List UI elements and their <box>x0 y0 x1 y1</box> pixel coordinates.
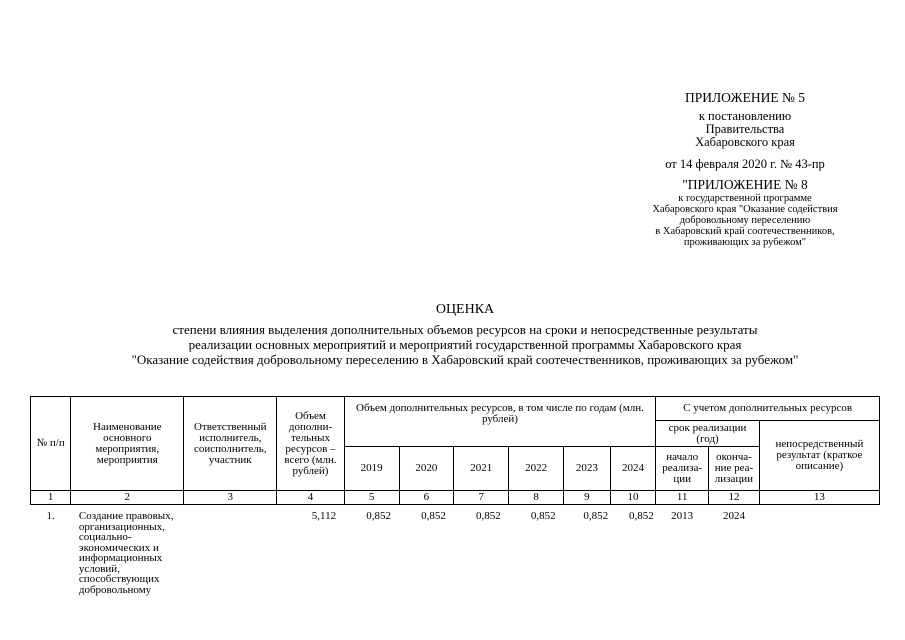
row-end: 2024 <box>722 510 745 522</box>
header-result: непосредственный результат (краткое описание) <box>759 421 879 491</box>
row-number: 1. <box>46 510 55 522</box>
previous-appendix-number: "ПРИЛОЖЕНИЕ № 8 <box>682 177 808 192</box>
appendix-date: от 14 февраля 2020 г. № 43-пр <box>665 157 825 171</box>
row-name: Создание правовых, организационных, социально-экономических и информационных условий, способствующих добровольному <box>78 510 174 596</box>
header-year-2019: 2019 <box>344 447 399 491</box>
heading-line-2: реализации основных мероприятий и мероприятий государственной программы Хабаровского края <box>188 337 742 352</box>
column-number: 7 <box>454 491 509 505</box>
header-year-2023: 2023 <box>564 447 611 491</box>
column-number: 6 <box>399 491 454 505</box>
table-row <box>31 505 880 597</box>
program-line-1: к государственной программе <box>678 193 812 204</box>
header-by-years: Объем дополнительных ресурсов, в том числе по годам (млн. рублей) <box>344 397 656 447</box>
header-year-2021: 2021 <box>454 447 509 491</box>
program-line-3: добровольному переселению <box>679 215 811 226</box>
row-2020: 0,852 <box>421 510 446 522</box>
column-number: 8 <box>509 491 564 505</box>
column-number: 2 <box>71 491 184 505</box>
column-number: 12 <box>709 491 760 505</box>
header-year-2024: 2024 <box>610 447 656 491</box>
appendix-line-2: Правительства <box>705 122 785 136</box>
column-number: 3 <box>184 491 277 505</box>
column-number: 9 <box>564 491 611 505</box>
assessment-table <box>30 396 880 596</box>
heading-line-3: "Оказание содействия добровольному переселению в Хабаровский край соотечественников, проживающих за рубежом" <box>131 352 799 367</box>
column-number: 10 <box>610 491 656 505</box>
row-executor <box>184 505 277 597</box>
heading-line-1: степени влияния выделения дополнительных объемов ресурсов на сроки и непосредственные результаты <box>172 322 758 337</box>
column-number: 11 <box>656 491 709 505</box>
header-with-additional: С учетом дополнительных ресурсов <box>656 397 880 421</box>
row-2023: 0,852 <box>583 510 609 522</box>
row-start: 2013 <box>671 510 694 522</box>
program-line-5: проживающих за рубежом" <box>683 237 807 248</box>
header-name: Наименование основного мероприятия, мероприятия <box>71 397 184 491</box>
column-number: 5 <box>344 491 399 505</box>
header-end: оконча-ние реа-лизации <box>709 447 760 491</box>
row-result <box>759 505 879 597</box>
column-numbers-row <box>31 491 880 505</box>
row-2021: 0,852 <box>475 510 501 522</box>
column-number: 1 <box>31 491 71 505</box>
column-number: 4 <box>277 491 344 505</box>
header-num: № п/п <box>31 397 71 491</box>
appendix-line-3: Хабаровского края <box>695 135 795 149</box>
row-2024: 0,852 <box>629 510 654 522</box>
header-year-2020: 2020 <box>399 447 454 491</box>
document-heading <box>40 301 890 367</box>
header-period: срок реализации (год) <box>656 421 760 447</box>
row-2022: 0,852 <box>530 510 556 522</box>
appendix-block <box>600 90 890 248</box>
program-line-2: Хабаровского края "Оказание содействия <box>652 204 838 215</box>
document-title: ОЦЕНКА <box>435 302 495 317</box>
appendix-number: ПРИЛОЖЕНИЕ № 5 <box>684 90 806 105</box>
header-start: начало реализа-ции <box>656 447 709 491</box>
row-total: 5,112 <box>311 510 337 522</box>
appendix-line-1: к постановлению <box>698 109 792 123</box>
column-number: 13 <box>759 491 879 505</box>
header-year-2022: 2022 <box>509 447 564 491</box>
row-2019: 0,852 <box>366 510 391 522</box>
header-executor: Ответственный исполнитель, соисполнитель, участник <box>184 397 277 491</box>
program-line-4: в Хабаровский край соотечественников, <box>655 226 835 237</box>
header-volume: Объем дополни-тельных ресурсов – всего (млн. рублей) <box>277 397 344 491</box>
